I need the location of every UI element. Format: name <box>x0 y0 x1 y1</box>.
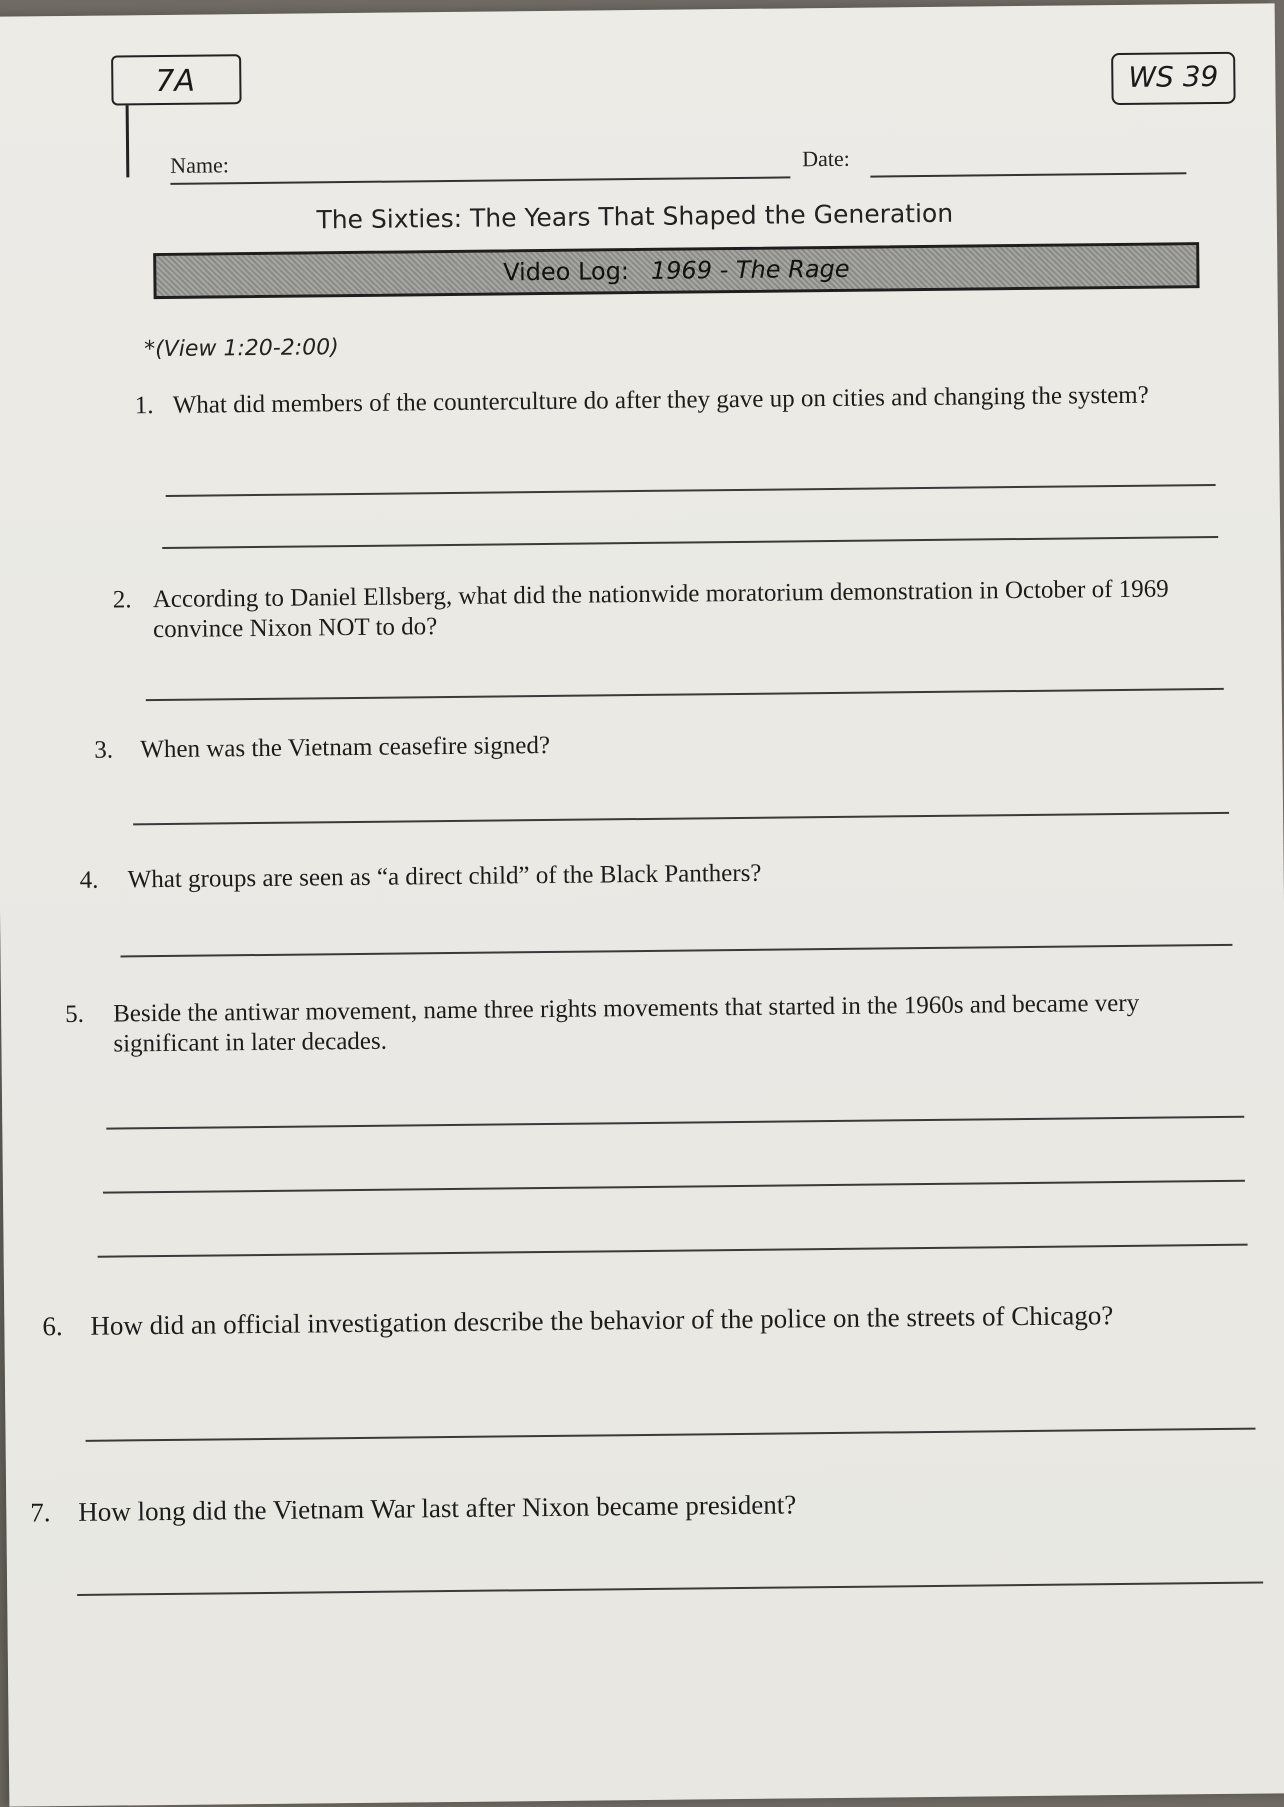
worksheet-page <box>0 3 1284 1806</box>
answer-line-5b[interactable] <box>103 1180 1245 1194</box>
question-number: 5. <box>64 1000 85 1029</box>
answer-line-7[interactable] <box>77 1582 1263 1596</box>
answer-line-3[interactable] <box>133 812 1229 825</box>
question-number: 2. <box>112 586 132 614</box>
video-log-banner <box>153 242 1199 299</box>
question-4 <box>80 854 1200 896</box>
answer-line-1b[interactable] <box>162 536 1218 549</box>
question-text: Beside the antiwar movement, name three rights movements that started in the 1960s and became very significant in later decades. <box>112 989 1140 1058</box>
date-field[interactable] <box>870 148 1186 177</box>
question-6 <box>42 1294 1242 1347</box>
question-text: What did members of the counterculture do after they gave up on cities and changing the system? <box>172 381 1149 419</box>
question-7 <box>30 1480 1230 1533</box>
answer-line-5a[interactable] <box>106 1116 1244 1130</box>
question-text: When was the Vietnam ceasefire signed? <box>140 731 551 764</box>
name-date-row <box>170 142 1186 183</box>
question-number: 4. <box>79 866 99 894</box>
question-1 <box>135 380 1175 421</box>
answer-line-5c[interactable] <box>98 1244 1248 1258</box>
answer-line-2[interactable] <box>146 688 1224 701</box>
banner-prefix: Video Log: <box>502 257 630 287</box>
question-text: How did an official investigation describe the behavior of the police on the streets of Chicago? <box>90 1300 1114 1341</box>
name-field[interactable] <box>170 152 790 184</box>
question-number: 1. <box>134 392 154 420</box>
question-2 <box>113 574 1194 645</box>
question-number: 7. <box>30 1497 51 1528</box>
answer-line-6[interactable] <box>86 1428 1256 1442</box>
date-label: Date: <box>802 145 850 172</box>
answer-line-4[interactable] <box>120 944 1232 958</box>
class-label-stem <box>126 105 130 177</box>
answer-line-1a[interactable] <box>166 484 1216 497</box>
page-title: The Sixties: The Years That Shaped the Generation <box>316 198 954 235</box>
worksheet-number: WS 39 <box>1111 52 1236 105</box>
name-label: Name: <box>170 152 230 178</box>
banner-episode: 1969 - The Rage <box>650 254 850 285</box>
question-text: What groups are seen as “a direct child” of the Black Panthers? <box>127 859 762 894</box>
question-text: According to Daniel Ellsberg, what did the nationwide moratorium demonstration in October of 1969 convince Nixon NOT to do? <box>152 575 1169 644</box>
question-text: How long did the Vietnam War last after Nixon became president? <box>78 1489 797 1527</box>
question-number: 6. <box>42 1311 63 1342</box>
question-number: 3. <box>94 736 114 764</box>
class-label: 7A <box>111 54 242 105</box>
view-time-note: *(View 1:20-2:00) <box>144 335 339 363</box>
question-3 <box>94 724 1194 766</box>
question-5 <box>65 988 1236 1060</box>
